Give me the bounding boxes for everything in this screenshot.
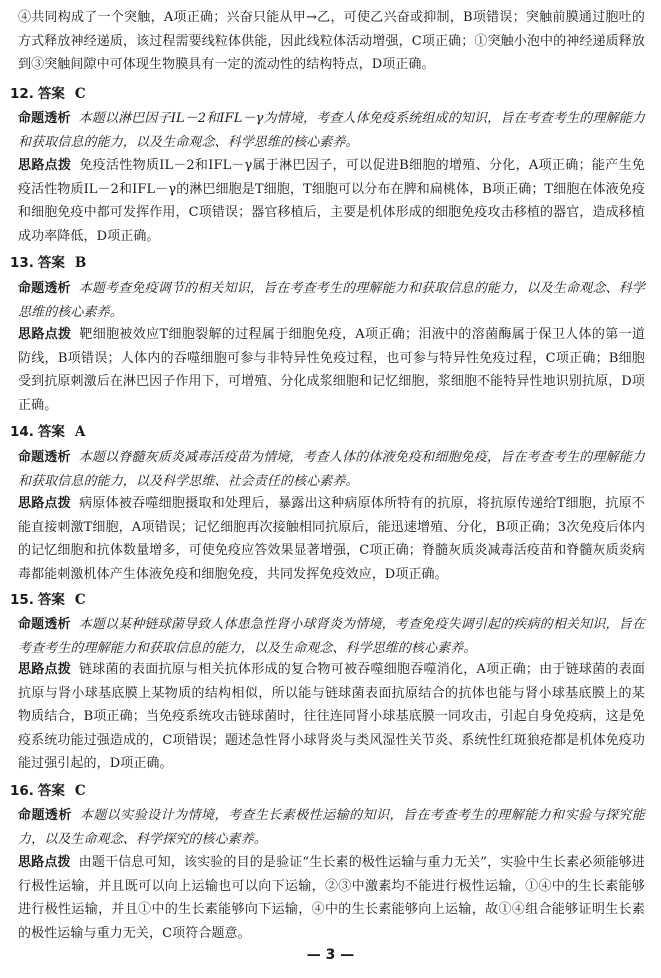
answer-label: 答案: [37, 255, 65, 271]
analysis-text: 本题以实验设计为情境，考查生长素极性运输的知识，旨在考查考生的理解能力和实验与探究能力，以及生命观念、科学探究的核心素养。: [18, 808, 645, 847]
hint-paragraph-16: [18, 851, 645, 945]
analysis-label: 命题透析: [18, 281, 71, 296]
hint-label: 思路点拨: [18, 327, 72, 342]
hint-paragraph-13: [18, 323, 645, 417]
hint-label: 思路点拨: [18, 158, 72, 173]
hint-text: 链球菌的表面抗原与相关抗体形成的复合物可被吞噬细胞吞噬消化，A项正确；由于链球菌的表面抗原与肾小球基底膜上某物质的结构相似，所以能与链球菌表面抗原结合的抗体也能与肾小球基底膜上的某物质结合，B项正确；当免疫系统攻击链球菌时，往往连同肾小球基底膜一同攻击，引起自身免疫病，这是免疫系统功能过强造成的，C项错误；题述急性肾小球肾炎与类风湿性关节炎、系统性红斑狼疮都是机体免疫功能过强引起的，D项正确。: [18, 662, 645, 771]
analysis-paragraph-13: [18, 277, 645, 324]
hint-paragraph-12: [18, 154, 645, 248]
analysis-text: 本题以某种链球菌导致人体患急性肾小球肾炎为情境，考查免疫失调引起的疾病的相关知识，旨在考查考生的理解能力和获取信息的能力，以及生命观念、科学思维的核心素养。: [18, 617, 645, 656]
hint-text: 由题干信息可知，该实验的目的是验证“生长素的极性运输与重力无关”，实验中生长素必须能够进行极性运输，并且既可以向上运输也可以向下运输，②③中激素均不能进行极性运输，①④中的生长素能够进行极性运输，并且①中的生长素能够向下运输，④中的生长素能够向上运输，故①④组合能够证明生长素的极性运输与重力无关，C项符合题意。: [18, 855, 645, 941]
question-number: 13.: [10, 255, 34, 271]
hint-label: 思路点拨: [18, 662, 71, 677]
hint-label: 思路点拨: [18, 496, 72, 511]
answer-letter: C: [74, 592, 86, 608]
hint-text: 免疫活性物质IL－2和IFL－γ属于淋巴因子，可以促进B细胞的增殖、分化，A项正确；能产生免疫活性物质IL－2和IFL－γ的淋巴细胞是T细胞，T细胞可以分布在脾和扁桃体，B项正确；T细胞在体液免疫和细胞免疫中都可发挥作用，C项错误；器官移植后，主要是机体形成的细胞免疫攻击移植的器官，造成移植成功率降低，D项正确。: [18, 158, 646, 244]
answer-heading-14: [10, 421, 85, 443]
page-number: — 3 —: [306, 947, 355, 963]
answer-heading-16: [10, 780, 86, 802]
hint-paragraph-15: [18, 658, 645, 776]
analysis-text: 本题以脊髓灰质炎减毒活疫苗为情境，考查人体的体液免疫和细胞免疫，旨在考查考生的理解能力和获取信息的能力，以及科学思维、社会责任的核心素养。: [18, 450, 645, 489]
intro-paragraph: ④共同构成了一个突触，A项正确；兴奋只能从甲→乙，可使乙兴奋或抑制，B项错误；突触前膜通过胞吐的方式释放神经递质，该过程需要线粒体供能，因此线粒体活动增强，C项正确；①突触小泡中的神经递质释放到③突触间隙中可体现生物膜具有一定的流动性的结构特点，D项正确。: [18, 10, 645, 72]
answer-label: 答案: [37, 86, 65, 102]
analysis-label: 命题透析: [18, 617, 71, 632]
analysis-paragraph-14: [18, 446, 645, 493]
answer-label: 答案: [37, 592, 65, 608]
analysis-label: 命题透析: [18, 111, 71, 126]
answer-letter: B: [74, 255, 87, 271]
question-number: 15.: [10, 592, 34, 608]
analysis-text: 本题以淋巴因子IL－2和IFL－γ为情境，考查人体免疫系统组成的知识，旨在考查考生的理解能力和获取信息的能力，以及生命观念、科学思维的核心素养。: [18, 111, 646, 150]
analysis-label: 命题透析: [18, 808, 72, 823]
question-number: 12.: [10, 86, 34, 102]
answer-heading-13: [10, 252, 86, 274]
hint-label: 思路点拨: [18, 855, 71, 870]
question-number: 14.: [10, 424, 34, 440]
analysis-paragraph-15: [18, 613, 645, 660]
answer-letter: C: [74, 783, 86, 799]
analysis-text: 本题考查免疫调节的相关知识，旨在考查考生的理解能力和获取信息的能力，以及生命观念、科学思维的核心素养。: [18, 281, 645, 320]
hint-paragraph-14: [18, 492, 645, 586]
answer-heading-12: [10, 83, 86, 105]
analysis-paragraph-12: [18, 107, 645, 154]
answer-letter: A: [74, 424, 86, 440]
answer-label: 答案: [37, 783, 65, 799]
question-number: 16.: [10, 783, 34, 799]
answer-letter: C: [74, 86, 86, 102]
answer-heading-15: [10, 589, 86, 611]
hint-text: 靶细胞被效应T细胞裂解的过程属于细胞免疫，A项正确；泪液中的溶菌酶属于保卫人体的第一道防线，B项错误；人体内的吞噬细胞可参与非特异性免疫过程，也可参与特异性免疫过程，C项正确；B细胞受到抗原刺激后在淋巴因子作用下，可增殖、分化成浆细胞和记忆细胞，浆细胞不能特异性地识别抗原，D项正确。: [18, 327, 646, 413]
hint-text: 病原体被吞噬细胞摄取和处理后，暴露出这种病原体所特有的抗原，将抗原传递给T细胞，抗原不能直接刺激T细胞，A项错误；记忆细胞再次接触相同抗原后，能迅速增殖、分化，B项正确；3次免疫后体内的记忆细胞和抗体数量增多，可使免疫应答效果显著增强，C项正确；脊髓灰质炎减毒活疫苗和脊髓灰质炎病毒都能刺激机体产生体液免疫和细胞免疫，共同发挥免疫效应，D项正确。: [18, 496, 645, 582]
analysis-paragraph-16: [18, 804, 645, 851]
analysis-label: 命题透析: [18, 450, 71, 465]
answer-label: 答案: [37, 424, 65, 440]
